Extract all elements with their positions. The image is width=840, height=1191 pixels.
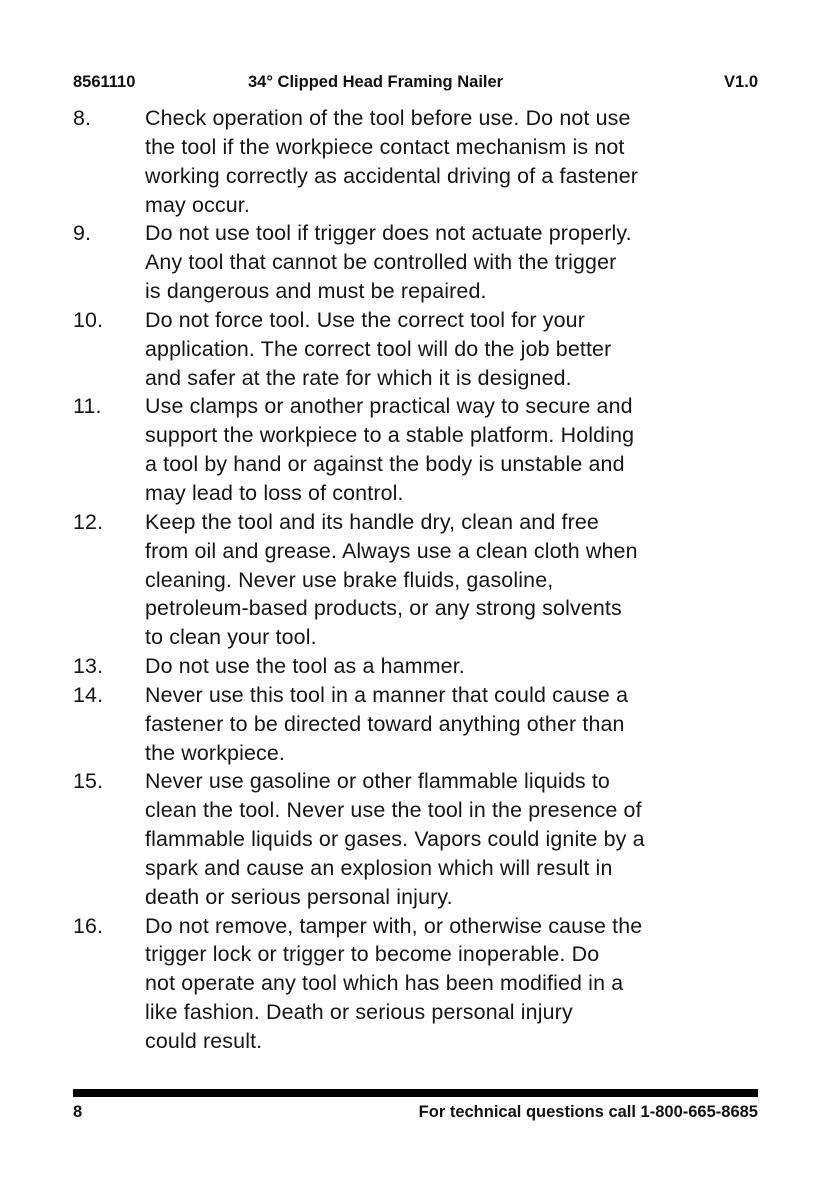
item-number: 15. — [73, 769, 104, 794]
text-line: application. The correct tool will do the job better — [145, 336, 612, 361]
item-number: 14. — [73, 682, 104, 707]
text-line: clean the tool. Never use the tool in the presence of — [145, 798, 642, 823]
text-line: the tool if the workpiece contact mechanism is not — [145, 134, 625, 159]
page-header — [73, 70, 758, 94]
page-footer — [73, 1100, 758, 1124]
text-line: and safer at the rate for which it is designed. — [145, 365, 572, 390]
item-text — [145, 767, 773, 911]
text-line: not operate any tool which has been modified in a — [145, 971, 624, 996]
text-line: spark and cause an explosion which will result in — [145, 855, 613, 880]
item-number: 12. — [73, 509, 104, 534]
text-line: Never use this tool in a manner that could cause a — [145, 682, 629, 707]
item-text — [145, 219, 773, 306]
text-line: Never use gasoline or other flammable liquids to — [145, 769, 610, 794]
text-line: is dangerous and must be repaired. — [145, 279, 487, 304]
safety-instructions-list — [73, 104, 773, 1056]
item-number: 16. — [73, 913, 104, 938]
text-line: fastener to be directed toward anything other than — [145, 711, 625, 736]
text-line: Do not remove, tamper with, or otherwise cause the — [145, 913, 643, 938]
text-line: could result. — [145, 1029, 263, 1053]
support-phone-text: For technical questions call 1-800-665-8685 — [418, 1103, 758, 1121]
text-line: Any tool that cannot be controlled with the trigger — [145, 250, 617, 275]
document-title: 34° Clipped Head Framing Nailer — [248, 73, 504, 91]
page-number: 8 — [73, 1103, 83, 1121]
list-item-8 — [73, 104, 773, 219]
item-number: 8. — [73, 106, 92, 130]
text-line: trigger lock or trigger to become inoperable. Do — [145, 942, 600, 967]
text-line: petroleum-based products, or any strong solvents — [145, 596, 622, 621]
list-item-15 — [73, 767, 773, 911]
item-number: 10. — [73, 307, 104, 332]
text-line: death or serious personal injury. — [145, 884, 453, 909]
text-line: Keep the tool and its handle dry, clean and free — [145, 509, 599, 534]
item-text — [145, 104, 773, 219]
item-text — [145, 912, 773, 1056]
item-text — [145, 392, 773, 507]
product-code: 8561110 — [73, 73, 136, 91]
list-item-14 — [73, 681, 773, 768]
list-item-16 — [73, 912, 773, 1056]
text-line: working correctly as accidental driving of a fastener — [145, 163, 639, 188]
text-line: to clean your tool. — [145, 625, 317, 650]
text-line: the workpiece. — [145, 740, 286, 765]
item-number: 13. — [73, 654, 104, 679]
text-line: Do not use the tool as a hammer. — [145, 654, 465, 679]
text-line: Use clamps or another practical way to secure and — [145, 394, 633, 419]
text-line: like fashion. Death or serious personal injury — [145, 1000, 573, 1025]
text-line: Do not force tool. Use the correct tool for your — [145, 307, 585, 332]
item-number: 11. — [73, 394, 102, 419]
item-number: 9. — [73, 221, 92, 246]
list-item-11 — [73, 392, 773, 507]
text-line: support the workpiece to a stable platform. Holding — [145, 423, 635, 448]
text-line: flammable liquids or gases. Vapors could ignite by a — [145, 827, 645, 852]
text-line: cleaning. Never use brake fluids, gasoline, — [145, 567, 554, 592]
list-item-10 — [73, 306, 773, 393]
version-label: V1.0 — [724, 73, 758, 91]
text-line: Do not use tool if trigger does not actuate properly. — [145, 221, 632, 246]
text-line: a tool by hand or against the body is unstable and — [145, 452, 625, 477]
list-item-12 — [73, 508, 773, 652]
item-text — [145, 508, 773, 652]
item-text — [145, 306, 773, 393]
text-line: may lead to loss of control. — [145, 480, 404, 505]
list-item-9 — [73, 219, 773, 306]
text-line: may occur. — [145, 192, 250, 217]
item-text — [145, 652, 773, 681]
footer-divider — [73, 1089, 758, 1097]
text-line: from oil and grease. Always use a clean cloth when — [145, 538, 638, 563]
item-text — [145, 681, 773, 768]
list-item-13 — [73, 652, 773, 681]
text-line: Check operation of the tool before use. Do not use — [145, 106, 631, 130]
